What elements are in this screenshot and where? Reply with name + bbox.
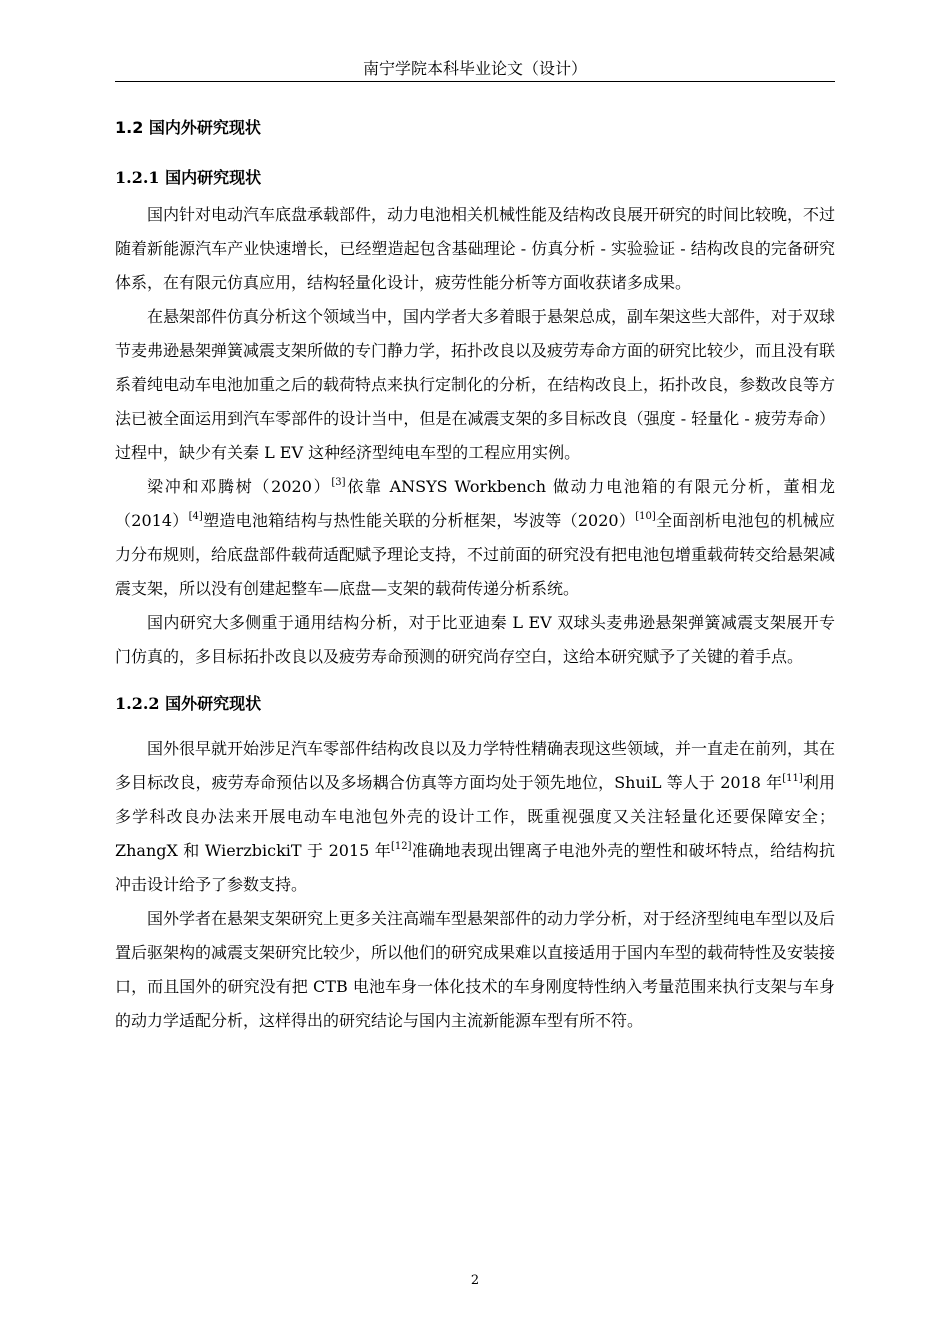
citation-ref[interactable]: [12]: [390, 841, 412, 852]
paragraph: 国内研究大多侧重于通用结构分析，对于比亚迪秦 L EV 双球头麦弗逊悬架弹簧减震支架展开专门仿真的，多目标拓扑改良以及疲劳寿命预测的研究尚存空白，这给本研究赋予了关键的着手点。: [115, 613, 835, 666]
paragraph: 在悬架部件仿真分析这个领域当中，国内学者大多着眼于悬架总成，副车架这些大部件，对于双球节麦弗逊悬架弹簧减震支架所做的专门静力学，拓扑改良以及疲劳寿命方面的研究比较少，而且没有联系着纯电动车电池加重之后的载荷特点来执行定制化的分析，在结构改良上，拓扑改良，参数改良等方法已被全面运用到汽车零部件的设计当中，但是在减震支架的多目标改良（强度 - 轻量化 - 疲劳寿命）过程中，缺少有关秦 L EV 这种经济型纯电车型的工程应用实例。: [115, 307, 836, 462]
header-rule: [115, 81, 835, 82]
subsection-heading-foreign: 1.2.2 国外研究现状: [115, 694, 262, 713]
page-number: 2: [470, 1273, 480, 1288]
paragraph: [115, 732, 835, 902]
text-run: 准确地表现出锂离子电池外壳的塑性和破坏特点，给结构抗冲击设计给予了参数支持。: [115, 841, 835, 894]
text-run: 国外很早就开始涉足汽车零部件结构改良以及力学特性精确表现这些领域，并一直走在前列，其在多目标改良，疲劳寿命预估以及多场耦合仿真等方面均处于领先地位，ShuiL 等人于 2018 年: [115, 739, 836, 792]
paragraph: 国内针对电动汽车底盘承载部件，动力电池相关机械性能及结构改良展开研究的时间比较晚，不过随着新能源汽车产业快速增长，已经塑造起包含基础理论 - 仿真分析 - 实验验证 - 结构改良的完备研究体系，在有限元仿真应用，结构轻量化设计，疲劳性能分析等方面收获诸多成果。: [115, 205, 836, 292]
citation-ref[interactable]: [4]: [188, 511, 203, 522]
text-run: 全面剖析电池包的机械应力分布规则，给底盘部件载荷适配赋予理论支持，不过前面的研究没有把电池包增重载荷转交给悬架减震支架，所以没有创建起整车—底盘—支架的载荷传递分析系统。: [115, 511, 836, 598]
text-run: 利用多学科改良办法来开展电动车电池包外壳的设计工作，既重视强度又关注轻量化还要保障安全；ZhangX 和 WierzbickiT 于 2015 年: [115, 773, 835, 860]
citation-ref[interactable]: [3]: [331, 477, 346, 488]
text-run: 塑造电池箱结构与热性能关联的分析框架，岑波等（2020）: [202, 511, 636, 530]
text-run: 依靠 ANSYS Workbench 做动力电池箱的有限元分析，董相龙（2014）: [115, 477, 835, 530]
paragraph: [115, 470, 835, 606]
citation-ref[interactable]: [11]: [782, 773, 803, 784]
paragraph: 国外学者在悬架支架研究上更多关注高端车型悬架部件的动力学分析，对于经济型纯电车型以及后置后驱架构的减震支架研究比较少，所以他们的研究成果难以直接适用于国内车型的载荷特性及安装接口，而且国外的研究没有把 CTB 电池车身一体化技术的车身刚度特性纳入考量范围来执行支架与车身的动力学适配分析，这样得出的研究结论与国内主流新能源车型有所不符。: [115, 909, 836, 1030]
citation-ref[interactable]: [10]: [635, 511, 656, 522]
subsection-heading-domestic: 1.2.1 国内研究现状: [115, 168, 262, 187]
running-header: 南宁学院本科毕业论文（设计）: [362, 59, 587, 78]
body-content: [115, 110, 835, 1038]
text-run: 梁冲和邓腾树（2020）: [147, 477, 332, 496]
section-heading: 1.2 国内外研究现状: [115, 118, 261, 137]
